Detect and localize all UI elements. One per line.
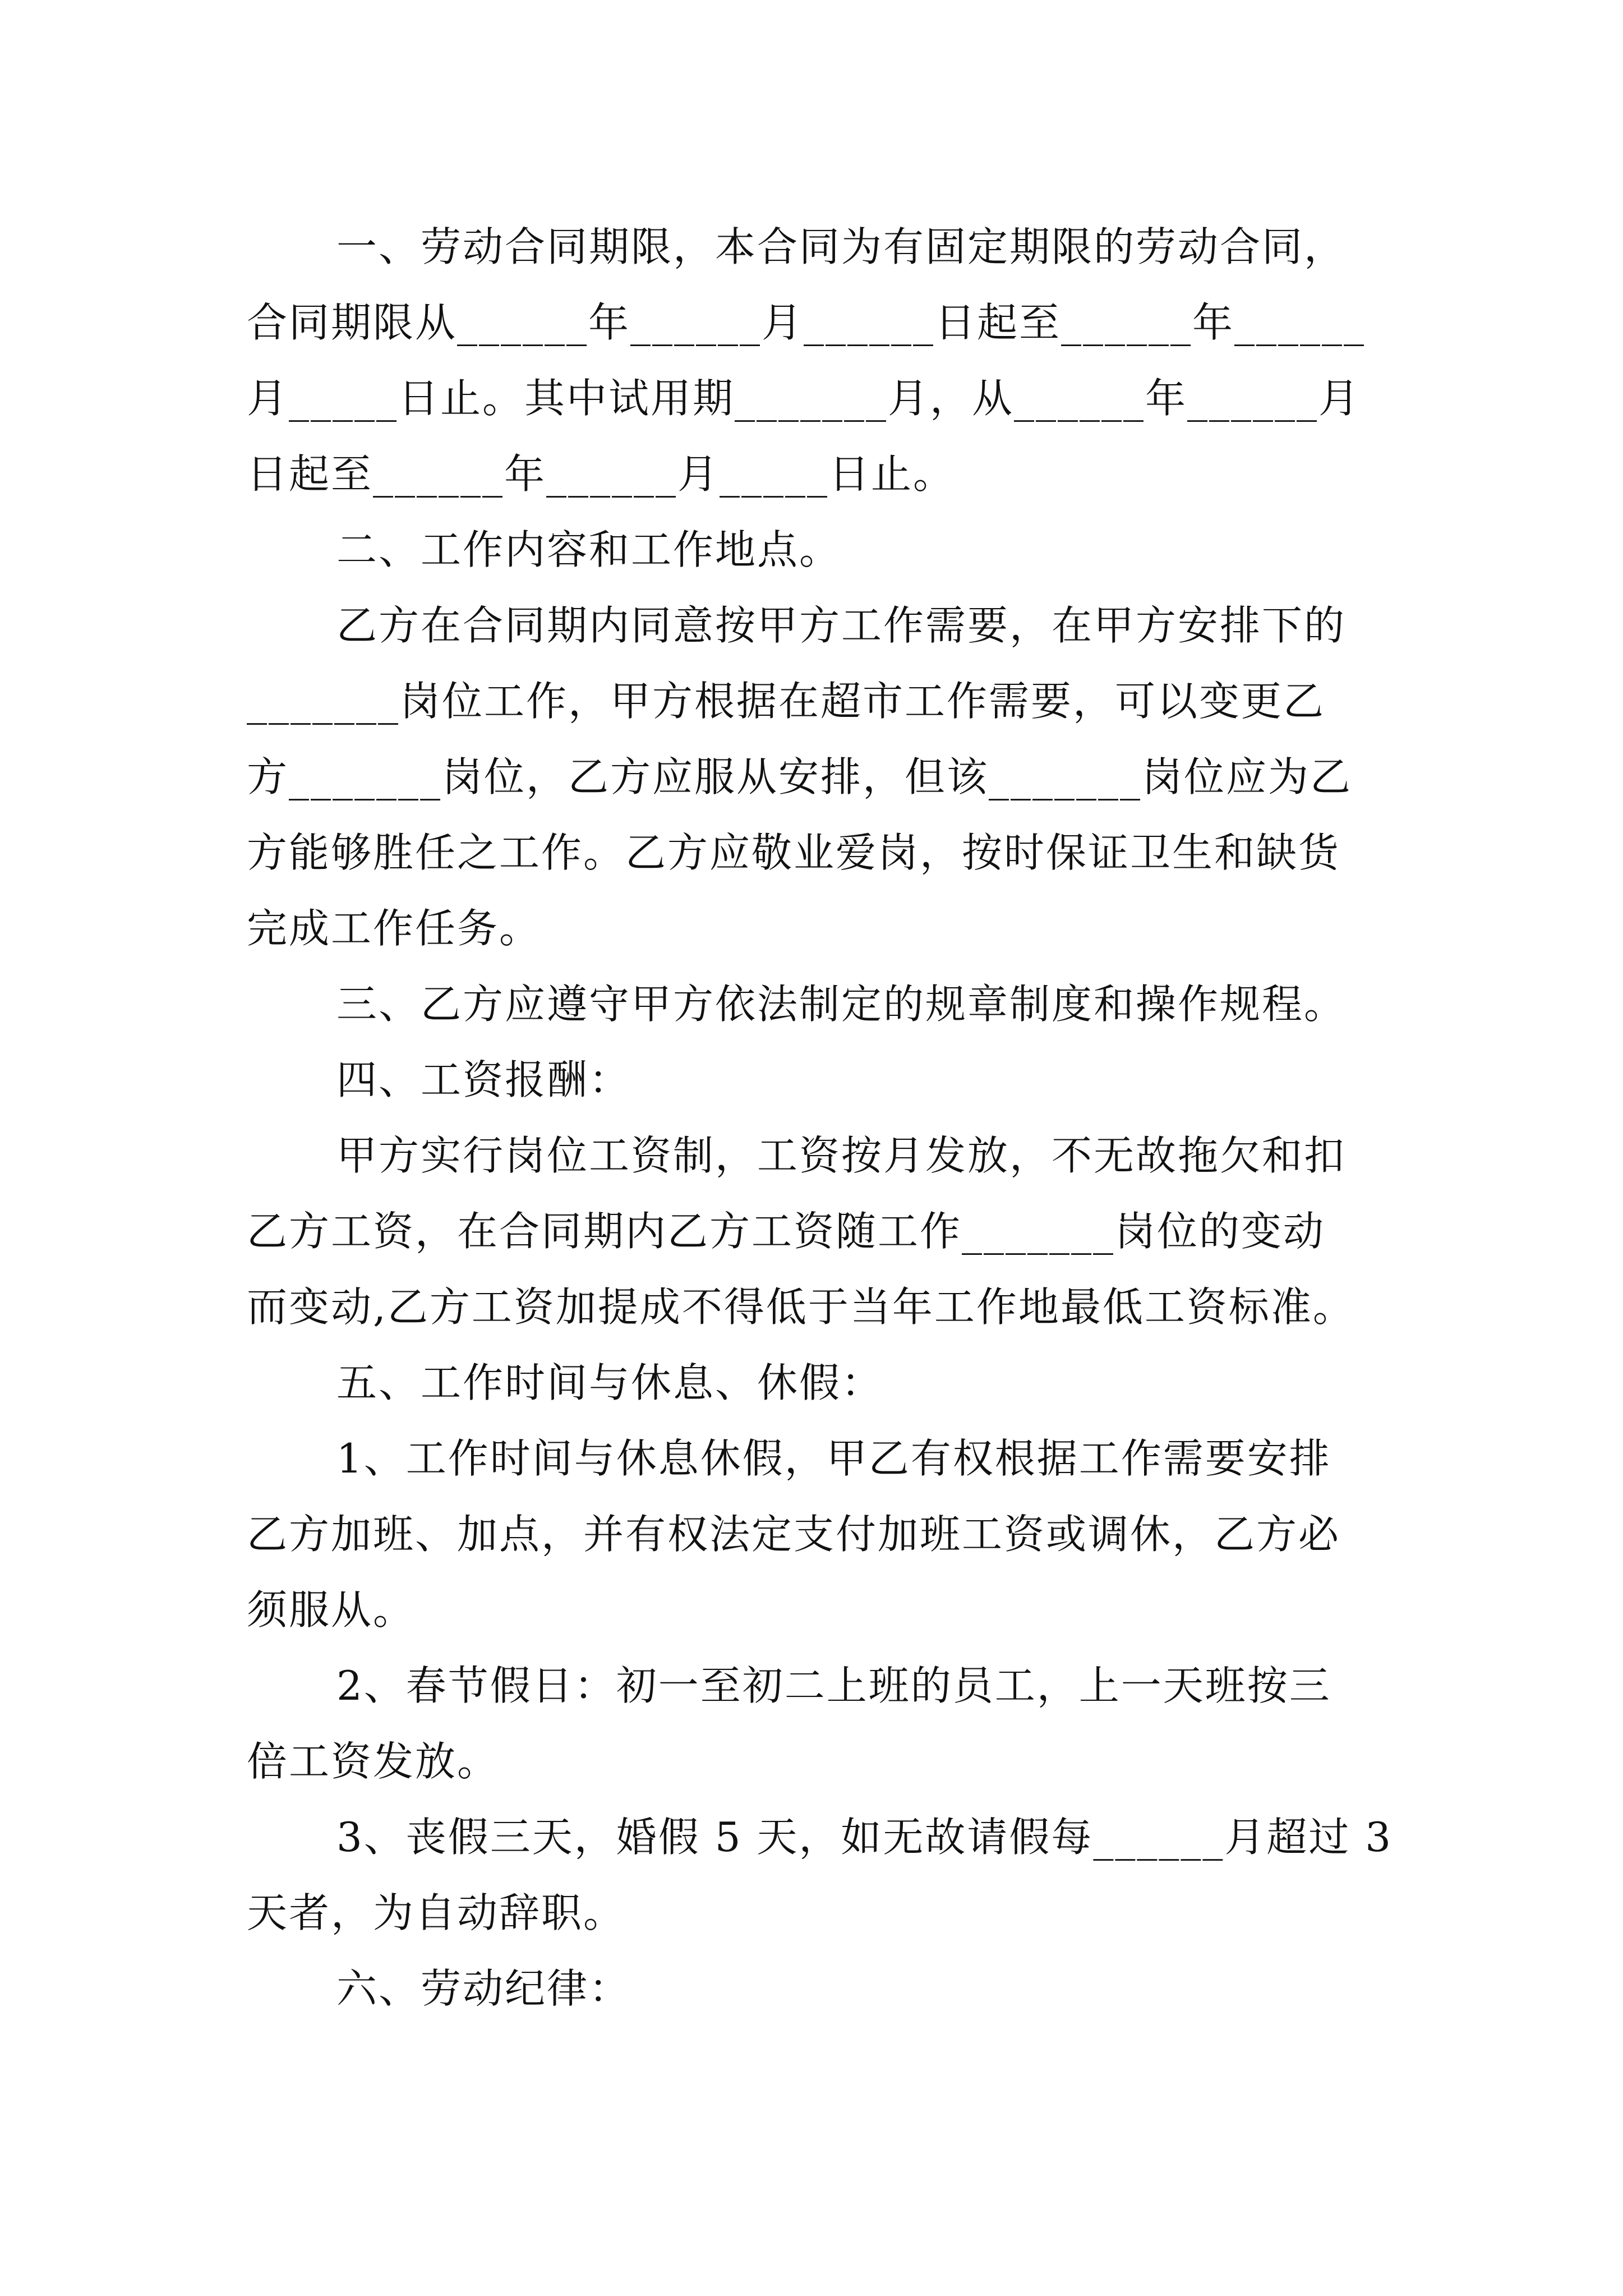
item-1-line-1: 1、工作时间与休息休假，甲乙有权根据工作需要安排 <box>336 1435 1331 1482</box>
item-3-line-2: 天者，为自动辞职。 <box>247 1889 626 1936</box>
paragraph-1-line-2: 合同期限从______年______月______日起至______年______ <box>247 299 1366 346</box>
paragraph-2-line-3: 方_______岗位，乙方应服从安排，但该_______岗位应为乙 <box>247 753 1353 800</box>
section-6-heading: 六、劳动纪律： <box>336 1965 631 2012</box>
section-3-heading: 三、乙方应遵守甲方依法制定的规章制度和操作规程。 <box>336 981 1347 1028</box>
paragraph-1-line-4: 日起至______年______月_____日止。 <box>247 450 956 498</box>
paragraph-2-line-5: 完成工作任务。 <box>247 905 542 952</box>
section-5-heading: 五、工作时间与休息、休假： <box>336 1359 884 1406</box>
paragraph-2-line-4: 方能够胜任之工作。乙方应敬业爱岗，按时保证卫生和缺货 <box>247 829 1341 876</box>
section-2-heading: 二、工作内容和工作地点。 <box>336 526 842 573</box>
paragraph-1-line-1: 一、劳动合同期限，本合同为有固定期限的劳动合同， <box>336 223 1347 270</box>
item-2-line-2: 倍工资发放。 <box>247 1738 500 1785</box>
item-3-line-1: 3、丧假三天，婚假 5 天，如无故请假每______月超过 3 <box>336 1814 1393 1861</box>
paragraph-1-line-3: 月_____日止。其中试用期_______月，从______年______月 <box>247 375 1361 422</box>
item-2-line-1: 2、春节假日：初一至初二上班的员工，上一天班按三 <box>336 1662 1331 1709</box>
paragraph-2-line-2: _______岗位工作，甲方根据在超市工作需要，可以变更乙 <box>247 678 1326 725</box>
paragraph-4-line-2: 乙方工资，在合同期内乙方工资随工作_______岗位的变动 <box>247 1208 1326 1255</box>
paragraph-4-line-3: 而变动,乙方工资加提成不得低于当年工作地最低工资标准。 <box>247 1283 1355 1331</box>
item-1-line-3: 须服从。 <box>247 1586 416 1634</box>
paragraph-4-line-1: 甲方实行岗位工资制，工资按月发放，不无故拖欠和扣 <box>336 1132 1347 1179</box>
section-4-heading: 四、工资报酬： <box>336 1056 631 1103</box>
item-1-line-2: 乙方加班、加点，并有权法定支付加班工资或调休，乙方必 <box>247 1511 1341 1558</box>
paragraph-2-line-1: 乙方在合同期内同意按甲方工作需要，在甲方安排下的 <box>336 602 1347 649</box>
